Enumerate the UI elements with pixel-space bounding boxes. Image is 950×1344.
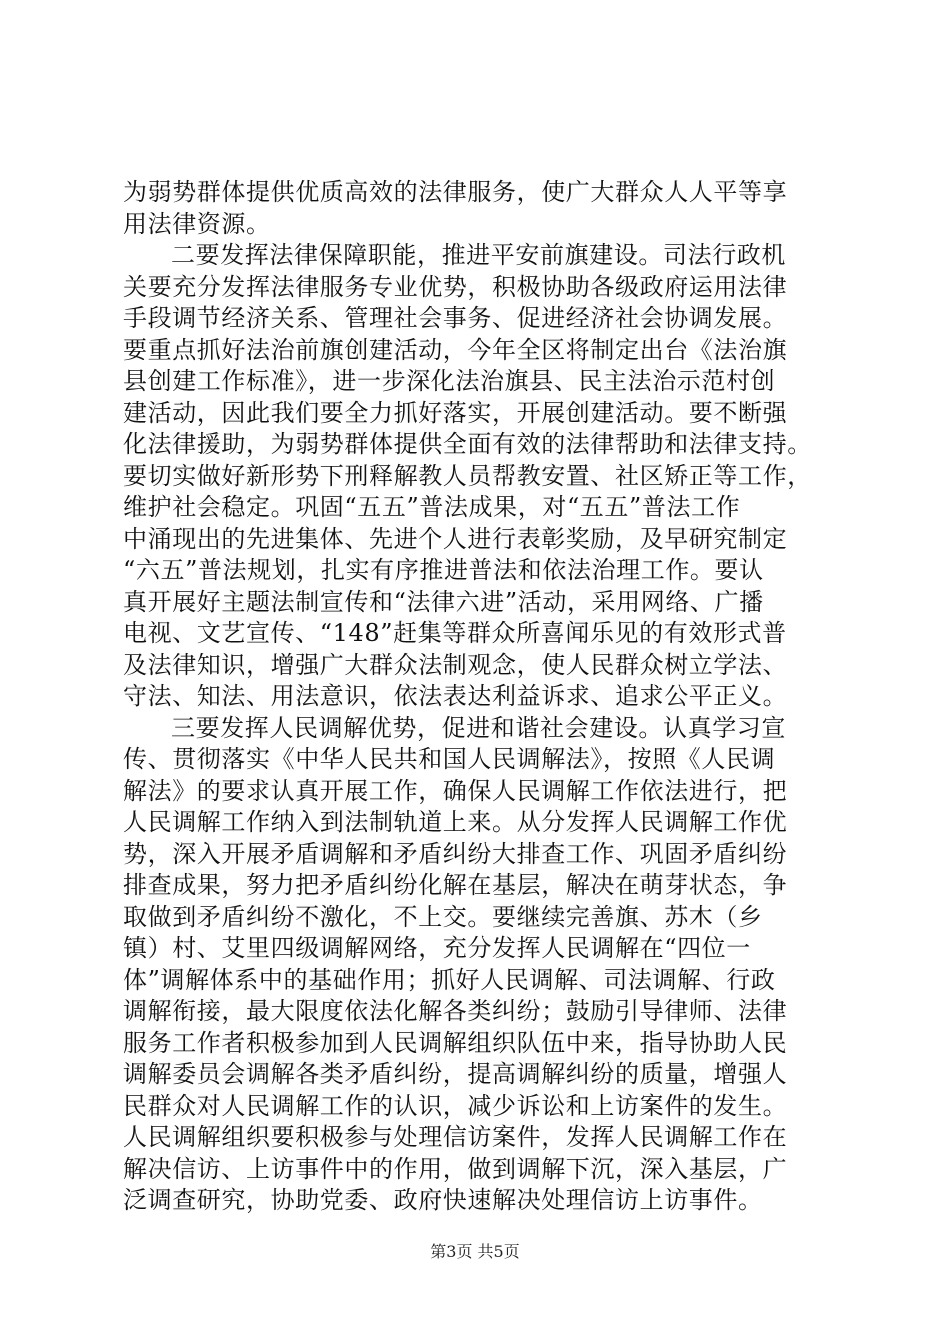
- text-line: 守法、知法、用法意识，依法表达利益诉求、追求公平正义。: [123, 682, 788, 710]
- text-line: 调解衔接，最大限度依法化解各类纠纷；鼓励引导律师、法律: [123, 997, 788, 1025]
- text-line: 电视、文艺宣传、“148”赶集等群众所喜闻乐见的有效形式普: [123, 619, 787, 647]
- text-line: 解决信访、上访事件中的作用，做到调解下沉，深入基层，广: [123, 1154, 788, 1183]
- paragraph-first-line: 三要发挥人民调解优势，促进和谐社会建设。认真学习宣: [171, 713, 786, 742]
- text-line: 服务工作者积极参加到人民调解组织队伍中来，指导协助人民: [123, 1028, 788, 1057]
- text-line: 手段调节经济关系、管理社会事务、促进经济社会协调发展。: [123, 304, 788, 332]
- text-line: 势，深入开展矛盾调解和矛盾纠纷大排查工作、巩固矛盾纠纷: [123, 839, 788, 868]
- document-body: [123, 177, 843, 1217]
- text-line: 民群众对人民调解工作的认识，减少诉讼和上访案件的发生。: [123, 1091, 788, 1120]
- text-line: 镇）村、艾里四级调解网络，充分发挥人民调解在“四位一: [123, 934, 751, 962]
- text-line: 中涌现出的先进集体、先进个人进行表彰奖励，及早研究制定: [123, 524, 788, 553]
- text-line: 调解委员会调解各类矛盾纠纷，提高调解纠纷的质量，增强人: [123, 1060, 788, 1088]
- text-line: 解法》的要求认真开展工作，确保人民调解工作依法进行，把: [123, 776, 788, 805]
- text-line: 关要充分发挥法律服务专业优势，积极协助各级政府运用法律: [123, 272, 788, 301]
- text-line: 及法律知识，增强广大群众法制观念，使人民群众树立学法、: [123, 650, 788, 679]
- text-line: 排查成果，努力把矛盾纠纷化解在基层，解决在萌芽状态，争: [123, 871, 788, 899]
- paragraph-first-line: 二要发挥法律保障职能，推进平安前旗建设。司法行政机: [171, 241, 786, 269]
- text-line: 用法律资源。: [123, 209, 271, 238]
- text-line: 维护社会稳定。巩固“五五”普法成果，对“五五”普法工作: [123, 493, 741, 521]
- text-line: 人民调解工作纳入到法制轨道上来。从分发挥人民调解工作优: [123, 808, 788, 836]
- text-line: 化法律援助，为弱势群体提供全面有效的法律帮助和法律支持。: [123, 430, 812, 458]
- text-line: 真开展好主题法制宣传和“法律六进”活动，采用网络、广播: [123, 587, 764, 616]
- text-line: 人民调解组织要积极参与处理信访案件，发挥人民调解工作在: [123, 1123, 788, 1151]
- text-line: 传、贯彻落实《中华人民共和国人民调解法》，按照《人民调: [123, 745, 776, 773]
- text-line: 泛调查研究，协助党委、政府快速解决处理信访上访事件。: [123, 1186, 763, 1214]
- text-line: 要切实做好新形势下刑释解教人员帮教安置、社区矫正等工作，: [123, 461, 812, 490]
- text-line: 建活动，因此我们要全力抓好落实，开展创建活动。要不断强: [123, 398, 788, 427]
- page-footer: 第3页 共5页: [430, 1242, 520, 1261]
- text-line: 为弱势群体提供优质高效的法律服务，使广大群众人人平等享: [123, 178, 788, 206]
- text-line: 体”调解体系中的基础作用；抓好人民调解、司法调解、行政: [123, 965, 776, 994]
- text-line: 县创建工作标准》，进一步深化法治旗县、民主法治示范村创: [123, 367, 776, 395]
- text-line: 要重点抓好法治前旗创建活动，今年全区将制定出台《法治旗: [123, 335, 788, 364]
- text-line: “六五”普法规划，扎实有序推进普法和依法治理工作。要认: [123, 556, 764, 584]
- text-line: 取做到矛盾纠纷不激化，不上交。要继续完善旗、苏木（乡: [123, 902, 763, 931]
